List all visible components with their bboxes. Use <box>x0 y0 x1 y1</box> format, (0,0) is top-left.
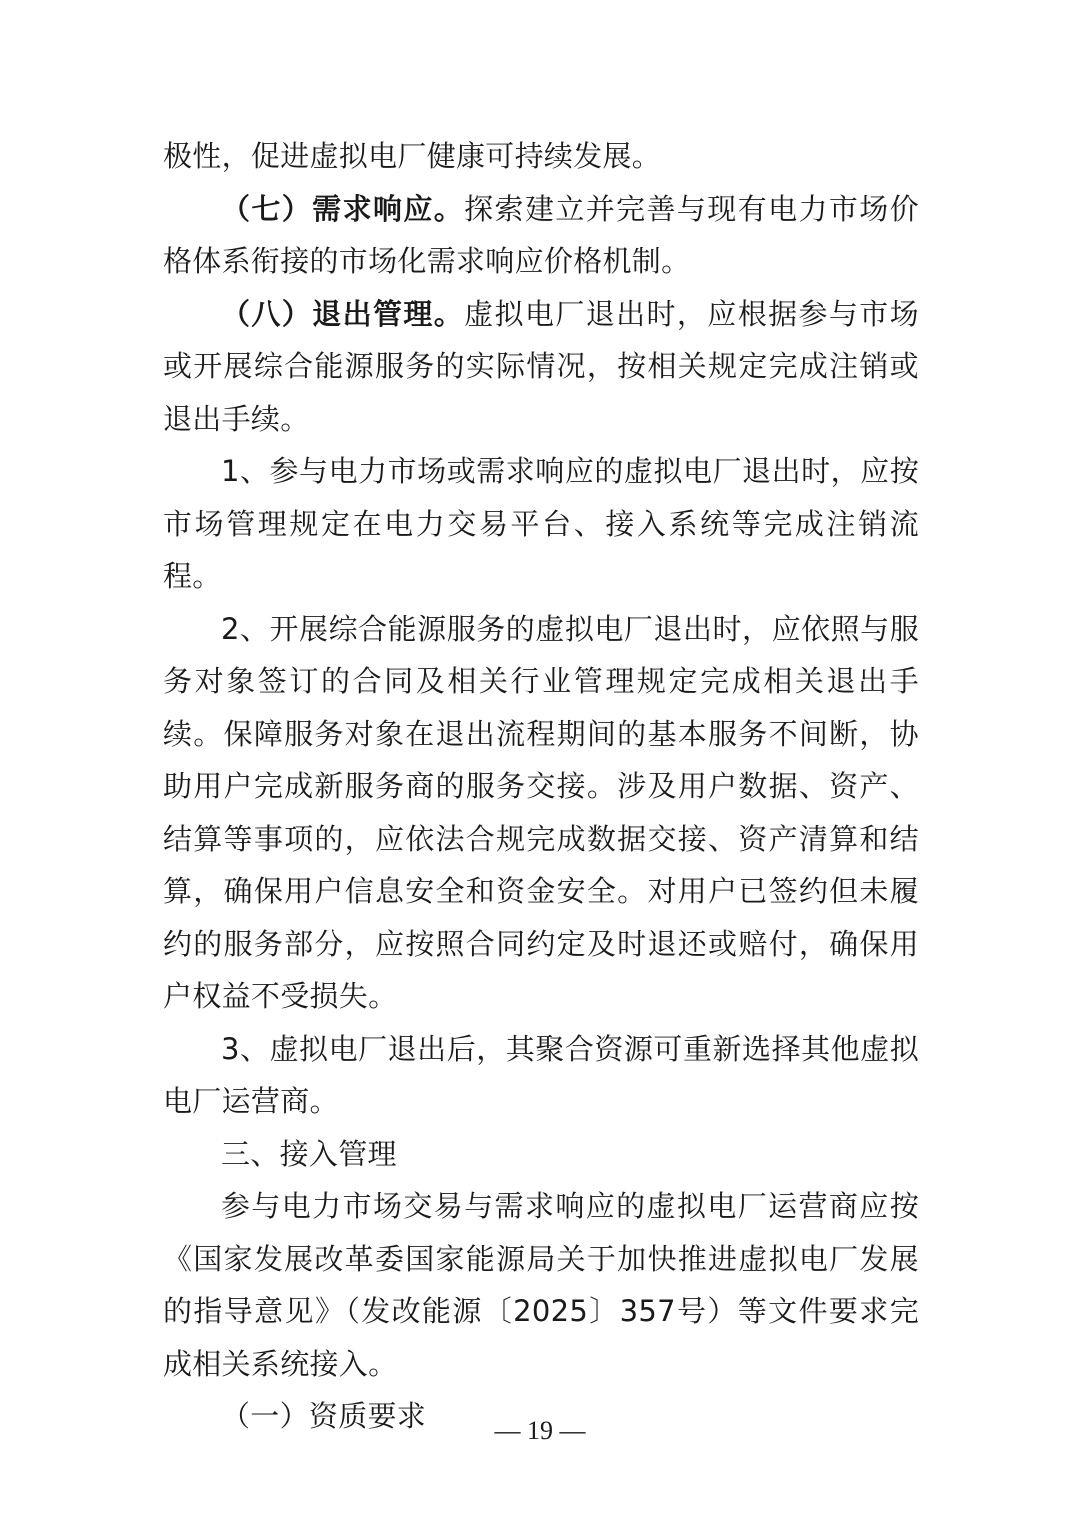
list-item-1 <box>163 445 919 603</box>
paragraph-text: 2、开展综合能源服务的虚拟电厂退出时，应依照与服务对象签订的合同及相关行业管理规定完成相关退出手续。保障服务对象在退出流程期间的基本服务不间断，协助用户完成新服务商的服务交接。涉及用户数据、资产、结算等事项的，应依法合规完成数据交接、资产清算和结算，确保用户信息安全和资金安全。对用户已签约但未履约的服务部分，应按照合同约定及时退还或赔付，确保用户权益不受损失。 <box>163 611 919 1013</box>
paragraph-access-requirements <box>163 1180 919 1390</box>
paragraph-text: 极性，促进虚拟电厂健康可持续发展。 <box>163 139 662 173</box>
paragraph-text: 1、参与电力市场或需求响应的虚拟电厂退出时，应按市场管理规定在电力交易平台、接入系统等完成注销流程。 <box>163 454 919 593</box>
paragraph-demand-response <box>163 183 919 288</box>
document-page <box>163 130 919 1443</box>
paragraph-continuation <box>163 130 919 183</box>
section-heading-demand-response: （七）需求响应。 <box>221 191 465 226</box>
list-item-2 <box>163 603 919 1023</box>
paragraph-text: 参与电力市场交易与需求响应的虚拟电厂运营商应按《国家发展改革委国家能源局关于加快推进虚拟电厂发展的指导意见》（发改能源〔2025〕357号）等文件要求完成相关系统接入。 <box>163 1189 919 1381</box>
paragraph-exit-management <box>163 288 919 446</box>
page-number: — 19 — <box>494 1416 586 1445</box>
paragraph-text: 虚拟电厂退出时，应根据参与市场或开展综合能源服务的实际情况，按相关规定完成注销或退出手续。 <box>163 296 919 436</box>
paragraph-text: 三、接入管理 <box>221 1136 397 1171</box>
paragraph-text: （一）资质要求 <box>221 1399 427 1433</box>
list-item-3 <box>163 1023 919 1128</box>
paragraph-text: 探索建立并完善与现有电力市场价格体系衔接的市场化需求响应价格机制。 <box>163 191 919 278</box>
section-heading-exit-management: （八）退出管理。 <box>221 296 465 331</box>
section-title-access-management <box>163 1128 919 1181</box>
paragraph-text: 3、虚拟电厂退出后，其聚合资源可重新选择其他虚拟电厂运营商。 <box>163 1031 919 1118</box>
